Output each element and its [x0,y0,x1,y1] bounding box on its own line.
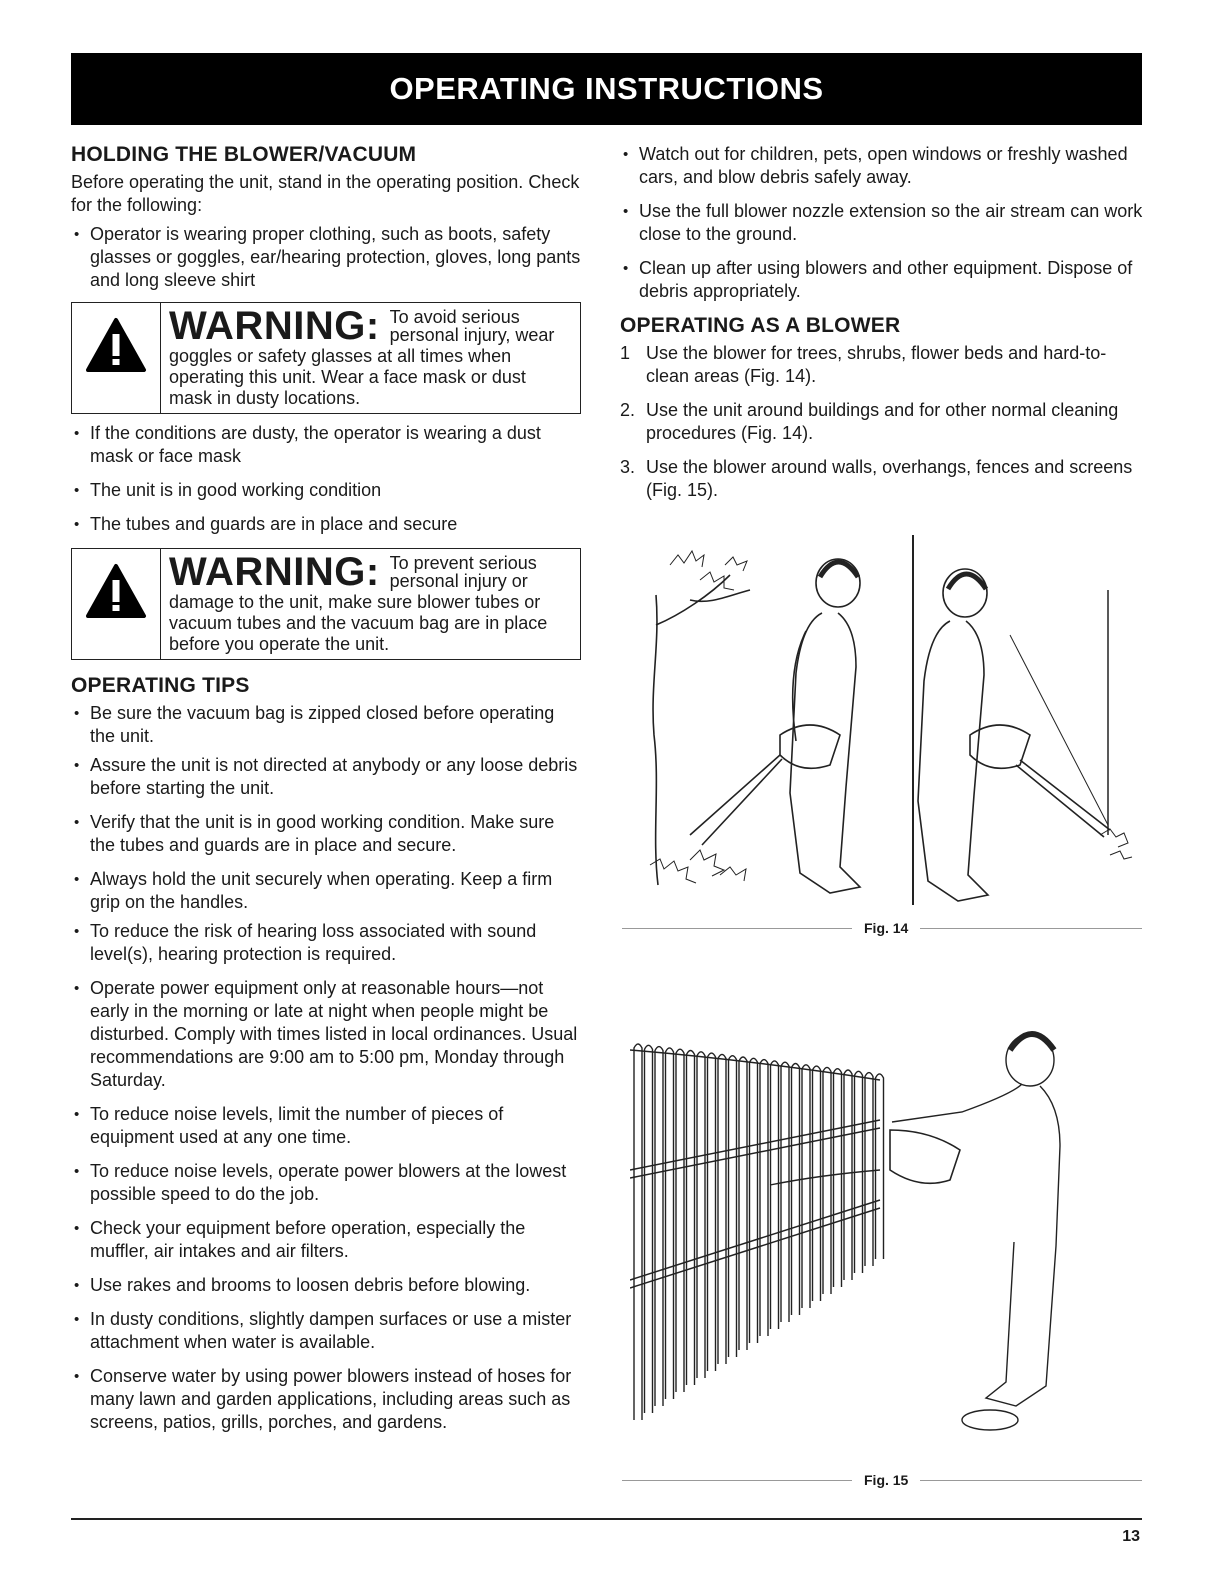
warning-lead: To avoid serious personal injury, wear [389,307,555,345]
fence-picket [792,1064,800,1316]
fence-picket [634,1044,642,1420]
fence-picket [708,1053,716,1371]
holding-heading: HOLDING THE BLOWER/VACUUM [71,143,417,166]
page-banner [71,53,1142,125]
fence-picket [813,1066,821,1301]
fence-picket [771,1061,779,1329]
fig15-illustration [630,1020,1142,1440]
tips-heading: OPERATING TIPS [71,674,250,697]
fence-picket [666,1048,674,1399]
holding-checklist-b [71,422,581,536]
safety-list [620,143,1145,303]
list-item: • Operator is wearing proper clothing, such as boots, safety glasses or goggles, ear/hearing protection, gloves, long pants and long sleeve shirt [71,223,581,292]
fence-picket [676,1049,684,1392]
caption-rule [920,928,1142,929]
list-item: • To reduce noise levels, operate power blowers at the lowest possible speed to do the job. [71,1160,581,1206]
fig14-label: Fig. 14 [864,920,909,936]
page-number: 13 [1122,1528,1140,1545]
fence-picket [844,1070,852,1280]
warning-box-tubes [71,548,581,660]
fence-picket [697,1052,705,1378]
warning-triangle-icon [72,303,161,413]
fence-picket [781,1062,789,1322]
fence-picket [655,1047,663,1406]
page-title: OPERATING INSTRUCTIONS [389,71,824,106]
list-item: • To reduce the risk of hearing loss associated with sound level(s), hearing protection is required. [71,920,581,966]
holding-intro: Before operating the unit, stand in the operating position. Check for the following: [71,172,580,215]
tips-list [71,702,581,1434]
fig15-caption [622,1472,1142,1488]
warning-text: goggles or safety glasses at all times when operating this unit. Wear a face mask or dust mask in dusty locations. [169,346,526,408]
list-item: • Clean up after using blowers and other equipment. Dispose of debris appropriately. [620,257,1145,303]
warning-label: WARNING: [169,550,380,594]
fence-picket [834,1069,842,1287]
fig15-label: Fig. 15 [864,1472,909,1488]
fence-picket [729,1056,737,1357]
list-item: • Always hold the unit securely when operating. Keep a firm grip on the handles. [71,868,581,914]
footer-rule [71,1518,1142,1520]
step-item: 1 Use the blower for trees, shrubs, flower beds and hard-to-clean areas (Fig. 14). [620,343,1107,386]
holding-checklist-a [71,223,581,292]
warning-triangle-icon [72,549,161,659]
fence-picket [760,1060,768,1336]
fence-picket [876,1074,884,1259]
list-item: • Operate power equipment only at reasonable hours—not early in the morning or late at night when people might be disturbed. Comply with times listed in local ordinances. Usual recommendations are 9:00 am to 5:00 pm, Monday through Saturday. [71,977,581,1092]
fence-picket [687,1051,695,1386]
list-item: • Assure the unit is not directed at anybody or any loose debris before starting the unit. [71,754,581,800]
fence-picket [802,1065,810,1308]
list-item: • The tubes and guards are in place and secure [71,513,581,536]
list-item: • If the conditions are dusty, the operator is wearing a dust mask or face mask [71,422,581,468]
blower-steps [620,342,1145,502]
left-column [71,143,581,1445]
warning-lead: To prevent serious personal injury or [389,553,537,591]
list-item: • Be sure the vacuum bag is zipped closed before operating the unit. [71,702,581,748]
list-item: • Use the full blower nozzle extension so the air stream can work close to the ground. [620,200,1145,246]
fence-picket [739,1057,747,1350]
caption-rule [622,1480,852,1481]
fence-picket [865,1073,873,1266]
fig14-illustration [630,535,1142,905]
fence-picket [718,1054,726,1364]
blower-heading: OPERATING AS A BLOWER [620,314,901,337]
list-item: • Watch out for children, pets, open windows or freshly washed cars, and blow debris safely away. [620,143,1145,189]
list-item: • Conserve water by using power blowers instead of hoses for many lawn and garden applications, including areas such as screens, patios, grills, porches, and gardens. [71,1365,581,1434]
caption-rule [920,1480,1142,1481]
warning-text: damage to the unit, make sure blower tubes or vacuum tubes and the vacuum bag are in place before you operate the unit. [169,592,548,654]
step-item: 3. Use the blower around walls, overhangs, fences and screens (Fig. 15). [620,457,1133,500]
fence-picket [823,1067,831,1294]
list-item: • The unit is in good working condition [71,479,581,502]
list-item: • In dusty conditions, slightly dampen surfaces or use a mister attachment when water is available. [71,1308,581,1354]
warning-label: WARNING: [169,304,380,348]
fence-picket [750,1058,758,1343]
list-item: • To reduce noise levels, limit the number of pieces of equipment used at any one time. [71,1103,581,1149]
fence-picket [645,1045,653,1413]
caption-rule [622,928,852,929]
fig14-caption [622,920,1142,936]
step-item: 2. Use the unit around buildings and for other normal cleaning procedures (Fig. 14). [620,400,1119,443]
list-item: • Check your equipment before operation, especially the muffler, air intakes and air filters. [71,1217,581,1263]
list-item: • Use rakes and brooms to loosen debris before blowing. [71,1274,581,1297]
warning-box-goggles [71,302,581,414]
right-column [620,143,1145,513]
list-item: • Verify that the unit is in good working condition. Make sure the tubes and guards are in place and secure. [71,811,581,857]
